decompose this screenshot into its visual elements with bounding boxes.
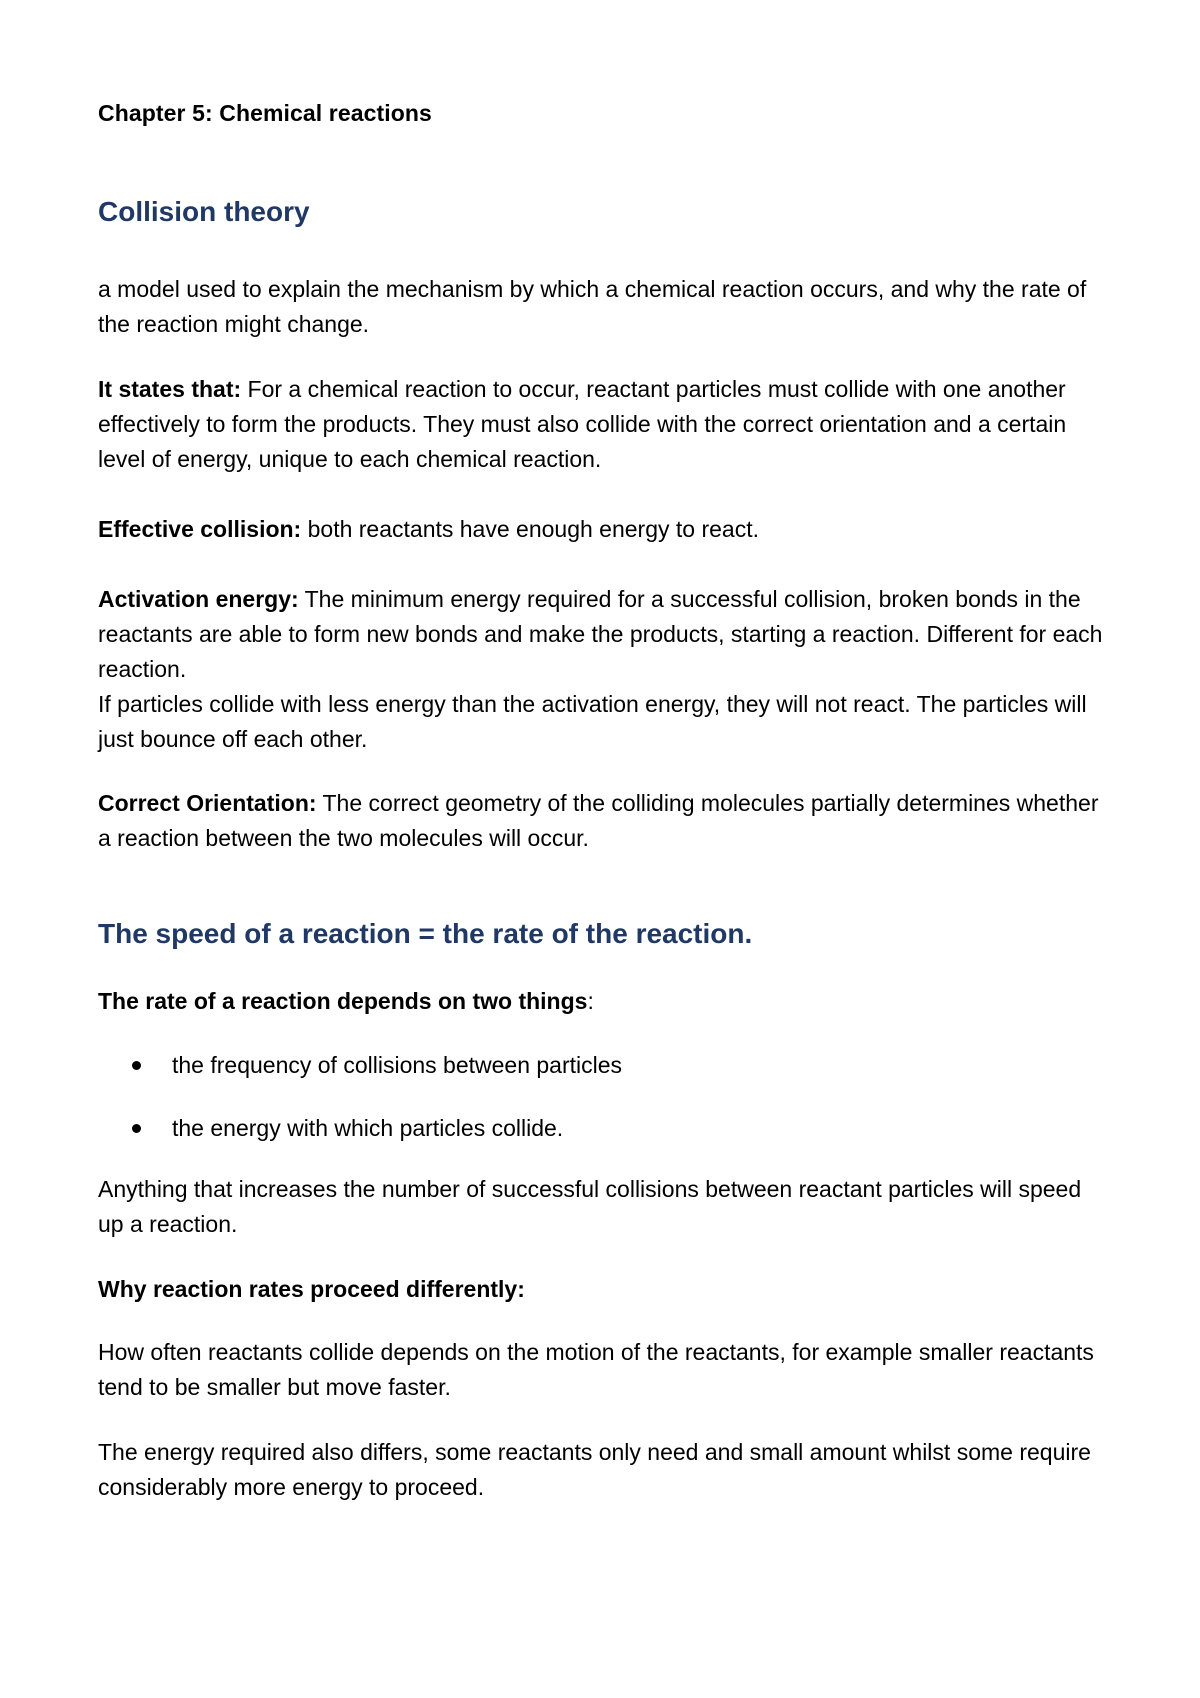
rate-depends-label: The rate of a reaction depends on two things	[98, 988, 588, 1014]
effective-collision-text: both reactants have enough energy to react.	[301, 516, 759, 542]
correct-orientation-paragraph	[98, 786, 1108, 856]
effective-collision-paragraph	[98, 512, 1108, 547]
correct-orientation-text: The correct geometry of the colliding molecules partially determines whether a reaction between the two molecules will occur.	[98, 790, 1099, 851]
effective-collision-label: Effective collision:	[98, 516, 302, 542]
chapter-title: Chapter 5: Chemical reactions	[98, 100, 432, 126]
rate-depends-suffix: :	[587, 988, 594, 1014]
activation-energy-note: If particles collide with less energy than the activation energy, they will not react. The particles will just bounce off each other.	[98, 691, 1087, 752]
rate-factors-list	[98, 1048, 1108, 1174]
collision-frequency-paragraph: How often reactants collide depends on the motion of the reactants, for example smaller reactants tend to be smaller but move faster.	[98, 1339, 1094, 1400]
collision-theory-definition: a model used to explain the mechanism by which a chemical reaction occurs, and why the rate of the reaction might change.	[98, 276, 1087, 337]
collision-theory-heading: Collision theory	[98, 196, 310, 227]
why-rates-differ-label	[98, 1272, 1108, 1307]
states-text: For a chemical reaction to occur, reactant particles must collide with one another effectively to form the products. They must also collide with the correct orientation and a certain level of energy, unique to each chemical reaction.	[98, 376, 1067, 472]
bullet-icon	[132, 1124, 141, 1133]
energy-required-paragraph: The energy required also differs, some reactants only need and small amount whilst some require considerably more energy to proceed.	[98, 1439, 1091, 1500]
bullet-icon	[132, 1061, 141, 1070]
list-item-text: the energy with which particles collide.	[172, 1115, 564, 1141]
correct-orientation-label: Correct Orientation:	[98, 790, 317, 816]
reaction-speed-heading: The speed of a reaction = the rate of the reaction.	[98, 918, 753, 949]
states-label: It states that:	[98, 376, 242, 402]
activation-energy-text: The minimum energy required for a successful collision, broken bonds in the reactants are able to form new bonds and make the products, starting a reaction. Different for each reaction.	[98, 586, 1103, 682]
why-rates-differ-text: Why reaction rates proceed differently:	[98, 1276, 525, 1302]
list-item-text: the frequency of collisions between particles	[172, 1052, 623, 1078]
activation-energy-label: Activation energy:	[98, 586, 299, 612]
successful-collisions-paragraph: Anything that increases the number of successful collisions between reactant particles will speed up a reaction.	[98, 1176, 1082, 1237]
rate-depends-paragraph	[98, 984, 1108, 1019]
list-item	[98, 1048, 1108, 1111]
states-paragraph	[98, 372, 1108, 477]
activation-energy-paragraph	[98, 582, 1108, 687]
list-item	[98, 1111, 1108, 1174]
